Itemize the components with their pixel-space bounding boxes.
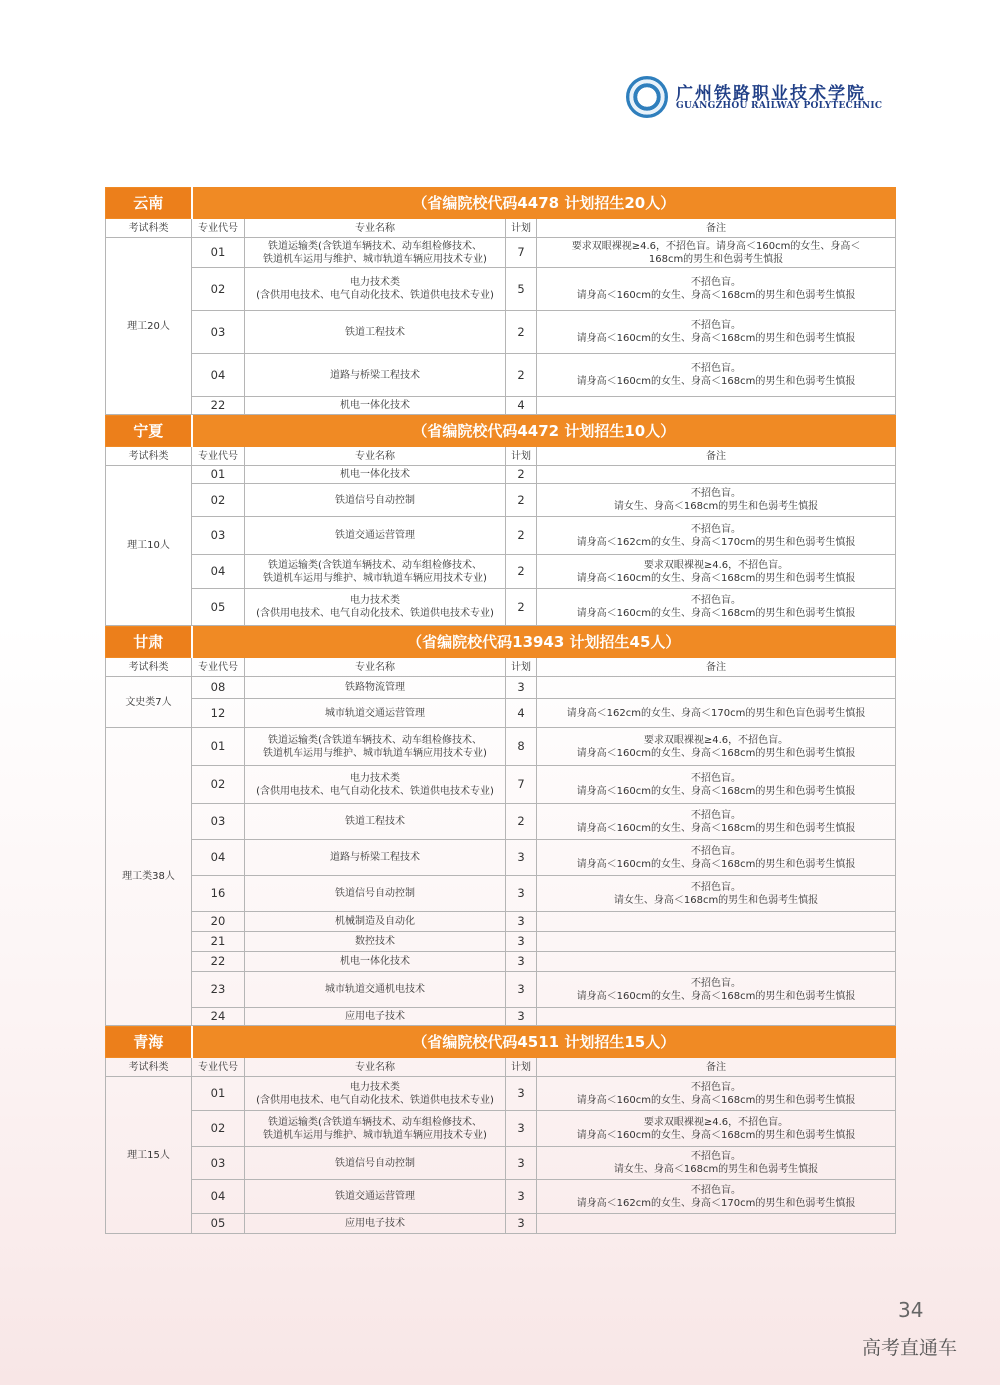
major-code: 03 bbox=[192, 804, 245, 840]
major-name: 应用电子技术 bbox=[245, 1008, 506, 1026]
remarks bbox=[537, 397, 896, 415]
plan-count: 3 bbox=[506, 1111, 537, 1147]
province-name: 宁夏 bbox=[106, 416, 192, 447]
table-row bbox=[106, 1111, 896, 1147]
major-name: 城市轨道交通机电技术 bbox=[245, 972, 506, 1008]
major-name: 电力技术类 (含供用电技术、电气自动化技术、铁道供电技术专业) bbox=[245, 1077, 506, 1111]
table-header-row bbox=[106, 658, 896, 677]
code-header: 专业代号 bbox=[192, 658, 245, 677]
plan-count: 2 bbox=[506, 555, 537, 589]
remarks: 不招色盲。 请身高＜162cm的女生、身高＜170cm的男生和色弱考生慎报 bbox=[537, 517, 896, 555]
table-row bbox=[106, 912, 896, 932]
plan-count: 3 bbox=[506, 1008, 537, 1026]
plan-count: 8 bbox=[506, 728, 537, 766]
major-code: 01 bbox=[192, 728, 245, 766]
major-code: 01 bbox=[192, 466, 245, 484]
table-row bbox=[106, 1077, 896, 1111]
table-row bbox=[106, 466, 896, 484]
remarks: 不招色盲。 请身高＜160cm的女生、身高＜168cm的男生和色弱考生慎报 bbox=[537, 354, 896, 397]
remarks: 不招色盲。 请身高＜160cm的女生、身高＜168cm的男生和色弱考生慎报 bbox=[537, 972, 896, 1008]
province-banner bbox=[106, 416, 896, 447]
province-quota-banner: （省编院校代码4478 计划招生20人） bbox=[192, 188, 896, 219]
major-code: 12 bbox=[192, 699, 245, 728]
remarks: 要求双眼裸视≥4.6，不招色盲。 请身高＜160cm的女生、身高＜168cm的男生和色弱考生慎报 bbox=[537, 1111, 896, 1147]
remarks: 不招色盲。 请身高＜160cm的女生、身高＜168cm的男生和色弱考生慎报 bbox=[537, 766, 896, 804]
table-row bbox=[106, 972, 896, 1008]
exam-category: 理工15人 bbox=[106, 1077, 192, 1234]
major-name: 铁道工程技术 bbox=[245, 311, 506, 354]
remarks bbox=[537, 677, 896, 699]
major-code: 01 bbox=[192, 1077, 245, 1111]
table-row bbox=[106, 1180, 896, 1214]
major-code: 03 bbox=[192, 1147, 245, 1180]
major-name: 机电一体化技术 bbox=[245, 952, 506, 972]
plan-count: 3 bbox=[506, 1077, 537, 1111]
note-header: 备注 bbox=[537, 447, 896, 466]
remarks: 不招色盲。 请女生、身高＜168cm的男生和色弱考生慎报 bbox=[537, 876, 896, 912]
major-name: 铁道信号自动控制 bbox=[245, 484, 506, 517]
plan-count: 2 bbox=[506, 484, 537, 517]
major-name: 铁道运输类(含铁道车辆技术、动车组检修技术、 铁道机车运用与维护、城市轨道车辆应用技术专业) bbox=[245, 1111, 506, 1147]
table-row bbox=[106, 555, 896, 589]
table-row bbox=[106, 397, 896, 415]
table-row bbox=[106, 238, 896, 268]
table-row bbox=[106, 804, 896, 840]
remarks bbox=[537, 932, 896, 952]
table-row bbox=[106, 354, 896, 397]
province-name: 云南 bbox=[106, 188, 192, 219]
table-row bbox=[106, 699, 896, 728]
major-code: 04 bbox=[192, 555, 245, 589]
major-code: 22 bbox=[192, 397, 245, 415]
remarks bbox=[537, 912, 896, 932]
plan-count: 2 bbox=[506, 804, 537, 840]
plan-count: 3 bbox=[506, 972, 537, 1008]
code-header: 专业代号 bbox=[192, 447, 245, 466]
plan-count: 3 bbox=[506, 1180, 537, 1214]
plan-header: 计划 bbox=[506, 658, 537, 677]
table-row bbox=[106, 952, 896, 972]
remarks: 要求双眼裸视≥4.6，不招色盲。 请身高＜160cm的女生、身高＜168cm的男生和色弱考生慎报 bbox=[537, 728, 896, 766]
plan-count: 2 bbox=[506, 466, 537, 484]
plan-header: 计划 bbox=[506, 447, 537, 466]
major-code: 02 bbox=[192, 1111, 245, 1147]
plan-count: 3 bbox=[506, 952, 537, 972]
table-row bbox=[106, 484, 896, 517]
major-code: 03 bbox=[192, 517, 245, 555]
table-row bbox=[106, 876, 896, 912]
remarks: 不招色盲。 请身高＜160cm的女生、身高＜168cm的男生和色弱考生慎报 bbox=[537, 1077, 896, 1111]
plan-count: 7 bbox=[506, 766, 537, 804]
category-header: 考试科类 bbox=[106, 447, 192, 466]
major-name: 应用电子技术 bbox=[245, 1214, 506, 1234]
remarks bbox=[537, 1214, 896, 1234]
major-code: 02 bbox=[192, 484, 245, 517]
remarks: 不招色盲。 请身高＜160cm的女生、身高＜168cm的男生和色弱考生慎报 bbox=[537, 804, 896, 840]
table-row bbox=[106, 728, 896, 766]
exam-category: 理工类38人 bbox=[106, 728, 192, 1026]
table-header-row bbox=[106, 447, 896, 466]
major-code: 04 bbox=[192, 840, 245, 876]
category-header: 考试科类 bbox=[106, 658, 192, 677]
province-quota-banner: （省编院校代码4511 计划招生15人） bbox=[192, 1027, 896, 1058]
major-code: 04 bbox=[192, 1180, 245, 1214]
name-header: 专业名称 bbox=[245, 447, 506, 466]
category-header: 考试科类 bbox=[106, 1058, 192, 1077]
table-row bbox=[106, 589, 896, 626]
admission-plan-tables bbox=[105, 187, 895, 1234]
major-name: 机电一体化技术 bbox=[245, 397, 506, 415]
plan-count: 2 bbox=[506, 517, 537, 555]
province-table bbox=[105, 415, 896, 626]
major-name: 电力技术类 (含供用电技术、电气自动化技术、铁道供电技术专业) bbox=[245, 766, 506, 804]
major-name: 铁道交通运营管理 bbox=[245, 517, 506, 555]
plan-header: 计划 bbox=[506, 1058, 537, 1077]
plan-count: 5 bbox=[506, 268, 537, 311]
major-name: 铁道运输类(含铁道车辆技术、动车组检修技术、 铁道机车运用与维护、城市轨道车辆应用技术专业) bbox=[245, 555, 506, 589]
code-header: 专业代号 bbox=[192, 219, 245, 238]
name-header: 专业名称 bbox=[245, 658, 506, 677]
plan-count: 4 bbox=[506, 397, 537, 415]
school-logo bbox=[626, 76, 896, 118]
name-header: 专业名称 bbox=[245, 1058, 506, 1077]
major-code: 23 bbox=[192, 972, 245, 1008]
remarks: 要求双眼裸视≥4.6，不招色盲。请身高＜160cm的女生、身高＜ 168cm的男生和色弱考生慎报 bbox=[537, 238, 896, 268]
major-code: 02 bbox=[192, 766, 245, 804]
major-code: 24 bbox=[192, 1008, 245, 1026]
major-name: 机械制造及自动化 bbox=[245, 912, 506, 932]
table-row bbox=[106, 517, 896, 555]
province-quota-banner: （省编院校代码13943 计划招生45人） bbox=[192, 627, 896, 658]
remarks: 请身高＜162cm的女生、身高＜170cm的男生和色盲色弱考生慎报 bbox=[537, 699, 896, 728]
code-header: 专业代号 bbox=[192, 1058, 245, 1077]
exam-category: 理工20人 bbox=[106, 238, 192, 415]
major-name: 铁道运输类(含铁道车辆技术、动车组检修技术、 铁道机车运用与维护、城市轨道车辆应用技术专业) bbox=[245, 238, 506, 268]
province-table bbox=[105, 626, 896, 1026]
plan-count: 4 bbox=[506, 699, 537, 728]
plan-count: 3 bbox=[506, 840, 537, 876]
plan-count: 7 bbox=[506, 238, 537, 268]
watermark: 高考直通车 bbox=[862, 1337, 958, 1359]
plan-count: 3 bbox=[506, 912, 537, 932]
province-name: 甘肃 bbox=[106, 627, 192, 658]
major-code: 02 bbox=[192, 268, 245, 311]
major-code: 08 bbox=[192, 677, 245, 699]
table-row bbox=[106, 932, 896, 952]
note-header: 备注 bbox=[537, 219, 896, 238]
plan-count: 2 bbox=[506, 311, 537, 354]
major-code: 05 bbox=[192, 589, 245, 626]
exam-category: 文史类7人 bbox=[106, 677, 192, 728]
table-row bbox=[106, 311, 896, 354]
province-quota-banner: （省编院校代码4472 计划招生10人） bbox=[192, 416, 896, 447]
major-name: 道路与桥梁工程技术 bbox=[245, 354, 506, 397]
table-header-row bbox=[106, 219, 896, 238]
plan-count: 3 bbox=[506, 932, 537, 952]
major-code: 21 bbox=[192, 932, 245, 952]
major-name: 电力技术类 (含供用电技术、电气自动化技术、铁道供电技术专业) bbox=[245, 589, 506, 626]
plan-count: 2 bbox=[506, 589, 537, 626]
province-table bbox=[105, 1026, 896, 1234]
major-code: 20 bbox=[192, 912, 245, 932]
plan-count: 2 bbox=[506, 354, 537, 397]
remarks: 要求双眼裸视≥4.6，不招色盲。 请身高＜160cm的女生、身高＜168cm的男生和色弱考生慎报 bbox=[537, 555, 896, 589]
remarks: 不招色盲。 请身高＜160cm的女生、身高＜168cm的男生和色弱考生慎报 bbox=[537, 311, 896, 354]
major-name: 铁道运输类(含铁道车辆技术、动车组检修技术、 铁道机车运用与维护、城市轨道车辆应用技术专业) bbox=[245, 728, 506, 766]
major-name: 机电一体化技术 bbox=[245, 466, 506, 484]
major-name: 城市轨道交通运营管理 bbox=[245, 699, 506, 728]
major-name: 铁路物流管理 bbox=[245, 677, 506, 699]
remarks bbox=[537, 1008, 896, 1026]
remarks bbox=[537, 952, 896, 972]
plan-count: 3 bbox=[506, 677, 537, 699]
major-code: 01 bbox=[192, 238, 245, 268]
remarks: 不招色盲。 请身高＜162cm的女生、身高＜170cm的男生和色弱考生慎报 bbox=[537, 1180, 896, 1214]
plan-count: 3 bbox=[506, 1214, 537, 1234]
plan-header: 计划 bbox=[506, 219, 537, 238]
major-code: 22 bbox=[192, 952, 245, 972]
province-banner bbox=[106, 188, 896, 219]
school-name-cn: 广州铁路职业技术学院 bbox=[676, 84, 866, 104]
table-row bbox=[106, 1214, 896, 1234]
note-header: 备注 bbox=[537, 658, 896, 677]
major-code: 03 bbox=[192, 311, 245, 354]
major-name: 铁道交通运营管理 bbox=[245, 1180, 506, 1214]
major-name: 铁道工程技术 bbox=[245, 804, 506, 840]
province-table bbox=[105, 187, 896, 415]
remarks: 不招色盲。 请女生、身高＜168cm的男生和色弱考生慎报 bbox=[537, 1147, 896, 1180]
remarks: 不招色盲。 请身高＜160cm的女生、身高＜168cm的男生和色弱考生慎报 bbox=[537, 840, 896, 876]
plan-count: 3 bbox=[506, 876, 537, 912]
remarks bbox=[537, 466, 896, 484]
province-name: 青海 bbox=[106, 1027, 192, 1058]
remarks: 不招色盲。 请身高＜160cm的女生、身高＜168cm的男生和色弱考生慎报 bbox=[537, 268, 896, 311]
plan-count: 3 bbox=[506, 1147, 537, 1180]
table-row bbox=[106, 766, 896, 804]
exam-category: 理工10人 bbox=[106, 466, 192, 626]
table-row bbox=[106, 677, 896, 699]
major-code: 05 bbox=[192, 1214, 245, 1234]
major-code: 04 bbox=[192, 354, 245, 397]
major-name: 铁道信号自动控制 bbox=[245, 1147, 506, 1180]
table-row bbox=[106, 1008, 896, 1026]
name-header: 专业名称 bbox=[245, 219, 506, 238]
school-name-en: GUANGZHOU RAILWAY POLYTECHNIC bbox=[676, 101, 883, 111]
major-code: 16 bbox=[192, 876, 245, 912]
page-number: 34 bbox=[898, 1298, 924, 1322]
major-name: 道路与桥梁工程技术 bbox=[245, 840, 506, 876]
table-row bbox=[106, 268, 896, 311]
school-emblem-icon bbox=[626, 76, 668, 118]
province-banner bbox=[106, 627, 896, 658]
major-name: 铁道信号自动控制 bbox=[245, 876, 506, 912]
table-row bbox=[106, 1147, 896, 1180]
remarks: 不招色盲。 请身高＜160cm的女生、身高＜168cm的男生和色弱考生慎报 bbox=[537, 589, 896, 626]
category-header: 考试科类 bbox=[106, 219, 192, 238]
note-header: 备注 bbox=[537, 1058, 896, 1077]
table-row bbox=[106, 840, 896, 876]
table-header-row bbox=[106, 1058, 896, 1077]
major-name: 数控技术 bbox=[245, 932, 506, 952]
major-name: 电力技术类 (含供用电技术、电气自动化技术、铁道供电技术专业) bbox=[245, 268, 506, 311]
remarks: 不招色盲。 请女生、身高＜168cm的男生和色弱考生慎报 bbox=[537, 484, 896, 517]
province-banner bbox=[106, 1027, 896, 1058]
